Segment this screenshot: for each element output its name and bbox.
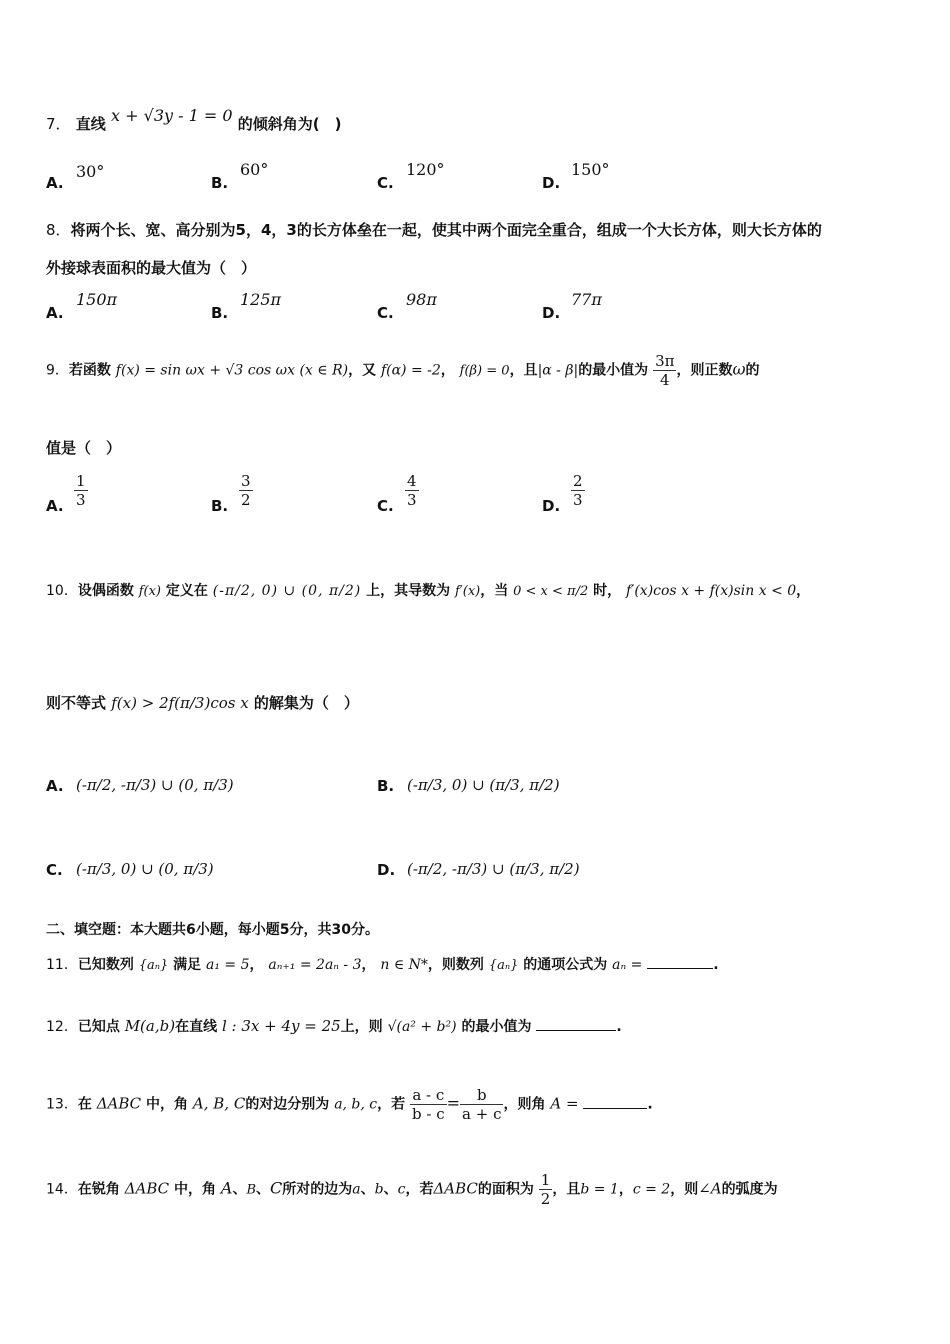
triangle: ΔABC	[96, 1094, 142, 1113]
option-value: $\frac{4}{3}$	[407, 472, 417, 509]
question-13: 13．在 ΔABC 中，角 A, B, C的对边分别为 a, b, c，若 $\frac{a - c}{b - c}$ = $\frac{b}{a + c}$ ，则角 A = .	[46, 1086, 653, 1123]
angle-c: C	[270, 1178, 283, 1198]
f-alpha: f(α) = -2	[380, 362, 441, 379]
question-text: 上，其导数为	[366, 583, 451, 599]
equation-right-fraction: $\frac{b}{a + c}$	[462, 1086, 502, 1123]
question-text: ，若	[377, 1096, 406, 1113]
question-text: 的倾斜角为( )	[237, 115, 342, 133]
option-label[interactable]: D.	[542, 174, 561, 192]
option-value: (-π/2, -π/3) ∪ (π/3, π/2)	[407, 860, 580, 878]
option-label[interactable]: C.	[377, 497, 394, 515]
answer-blank[interactable]	[536, 1016, 616, 1031]
question-number: 8．	[46, 221, 71, 239]
question-text: 的最小值为	[461, 1019, 532, 1035]
question-text: 所对的边为	[282, 1181, 353, 1198]
question-14: 14．在锐角 ΔABC 中，角 A、B、C所对的边为a、b、c，若ΔABC的面积为 $\frac{1}{2}$ ，且b = 1，c = 2，则∠A的弧度为	[46, 1171, 778, 1208]
sequence: {aₙ}	[488, 958, 519, 973]
option-label[interactable]: D.	[377, 861, 396, 879]
option-label[interactable]: D.	[542, 304, 561, 322]
question-text: 满足	[173, 957, 202, 973]
question-text: ，又	[348, 362, 377, 379]
option-value: (-π/3, 0) ∪ (π/3, π/2)	[407, 776, 560, 794]
section-title: 二、填空题：本大题共6小题，每小题5分，共30分。	[46, 922, 379, 938]
option-label[interactable]: C.	[46, 861, 63, 879]
option-label[interactable]: B.	[377, 777, 395, 795]
recurrence: aₙ₊₁ = 2aₙ - 3	[268, 957, 362, 973]
question-number: 12．	[46, 1019, 78, 1035]
option-value: (-π/2, -π/3) ∪ (0, π/3)	[76, 776, 234, 794]
question-10-line2	[46, 692, 910, 714]
question-number: 11．	[46, 957, 78, 973]
domain-interval: (-π/2, 0) ∪ (0, π/2)	[212, 583, 362, 599]
question-text: 已知点	[77, 1019, 120, 1035]
question-text: ，且	[552, 1181, 581, 1198]
question-text: .	[616, 1019, 622, 1035]
condition-interval: 0 < x < π/2	[513, 584, 589, 599]
question-text: ，则数列	[427, 957, 484, 973]
sides: a, b, c	[334, 1096, 378, 1113]
function-expression: f(x) = sin ωx + √3 cos ωx (x ∈ R)	[115, 362, 349, 379]
question-10	[46, 580, 910, 603]
question-7	[46, 106, 910, 135]
option-label[interactable]: D.	[542, 497, 561, 515]
omega-symbol: ω	[732, 359, 746, 379]
question-text: 中，角	[174, 1181, 217, 1198]
point-m: M(a,b)	[124, 1017, 176, 1035]
general-term: aₙ =	[612, 957, 643, 973]
question-11: 11．已知数列 {aₙ} 满足 a₁ = 5， aₙ₊₁ = 2aₙ - 3， n ∈ N*，则数列 {aₙ} 的通项公式为 aₙ = .	[46, 954, 910, 977]
question-text: 若函数	[68, 362, 111, 379]
side-c: c	[397, 1181, 406, 1198]
question-text: 在直线	[175, 1019, 218, 1035]
question-text: 已知数列	[77, 957, 134, 973]
equation-left-fraction: $\frac{a - c}{b - c}$	[412, 1086, 445, 1123]
answer-blank[interactable]	[647, 954, 713, 969]
question-text: 值是（ ）	[46, 439, 122, 457]
question-9-line2	[46, 437, 910, 459]
angles: A, B, C	[192, 1094, 246, 1113]
question-text: 设偶函数	[77, 583, 134, 599]
question-text: ，	[796, 583, 811, 599]
question-text: 在	[77, 1096, 92, 1113]
inequality: f′(x)cos x + f(x)sin x < 0	[625, 583, 797, 599]
option-label[interactable]: B.	[211, 304, 229, 322]
question-12	[46, 1015, 910, 1038]
question-8-line2	[46, 257, 910, 279]
n-domain: n ∈ N*	[380, 957, 428, 973]
question-number: 13．	[46, 1096, 78, 1113]
line-equation: x + √3y - 1 = 0	[111, 106, 233, 125]
f-beta: f(β) = 0	[459, 363, 510, 379]
answer-blank[interactable]	[583, 1094, 647, 1109]
question-number: 9．	[46, 362, 69, 379]
question-text: .	[713, 957, 719, 973]
option-label[interactable]: C.	[377, 304, 394, 322]
triangle: ΔABC	[433, 1179, 478, 1198]
question-text: 的	[745, 362, 760, 379]
option-value: 60°	[240, 160, 269, 179]
question-text: 的面积为	[477, 1181, 534, 1198]
question-text: 的解集为（ ）	[253, 694, 359, 712]
c-value: c = 2	[632, 1181, 671, 1198]
question-number: 10．	[46, 583, 78, 599]
option-value: $\frac{2}{3}$	[573, 472, 583, 509]
option-value: 150°	[571, 160, 610, 179]
sqrt-expression: √(a² + b²)	[387, 1019, 457, 1035]
option-value: $\frac{3}{2}$	[241, 472, 251, 509]
angle-symbol: ∠A	[698, 1179, 722, 1198]
question-8	[46, 219, 910, 241]
question-text: 直线	[75, 115, 106, 133]
question-text: 中，角	[146, 1096, 189, 1113]
option-value: (-π/3, 0) ∪ (0, π/3)	[76, 860, 214, 878]
angle-a: A =	[550, 1094, 579, 1113]
option-label[interactable]: A.	[46, 304, 64, 322]
question-text: 上，则	[340, 1019, 383, 1035]
question-text: ，则	[670, 1181, 699, 1198]
triangle: ΔABC	[124, 1179, 170, 1198]
option-value: 125π	[240, 290, 282, 309]
question-text: 时，	[593, 583, 622, 599]
inequality-2: f(x) > 2f(π/3)cos x	[111, 694, 249, 712]
sequence: {aₙ}	[138, 958, 169, 973]
option-label[interactable]: B.	[211, 174, 229, 192]
option-label[interactable]: A.	[46, 174, 64, 192]
question-text: ，则角	[503, 1096, 546, 1113]
line-l: l : 3x + 4y = 25	[221, 1017, 341, 1035]
option-label[interactable]: A.	[46, 777, 64, 795]
question-number: 7．	[46, 115, 71, 133]
option-value: 120°	[406, 160, 445, 179]
option-label[interactable]: A.	[46, 497, 64, 515]
option-value: 30°	[76, 162, 105, 181]
question-text: 在锐角	[77, 1181, 120, 1198]
question-9: 9．若函数 f(x) = sin ωx + √3 cos ωx (x ∈ R)，又 f(α) = -2， f(β) = 0，且|α - β|的最小值为 $\frac{3\pi}{4}$ ，则正数ω的	[46, 352, 760, 389]
question-text: 的最小值为	[578, 362, 649, 379]
initial-term: a₁ = 5	[206, 957, 250, 973]
abs-difference: |α - β|	[537, 362, 579, 379]
angle-b: B	[246, 1182, 257, 1198]
question-text: 定义在	[165, 583, 208, 599]
angle-a: A	[220, 1178, 233, 1198]
question-text: 将两个长、宽、高分别为5，4，3的长方体垒在一起，使其中两个面完全重合，组成一个大长方体，则大长方体的	[70, 221, 822, 239]
min-value-fraction: $\frac{3\pi}{4}$	[655, 352, 675, 389]
question-text: ，且	[509, 362, 538, 379]
question-text: 的弧度为	[721, 1181, 778, 1198]
option-label[interactable]: C.	[377, 174, 394, 192]
side-a: a	[352, 1181, 361, 1198]
question-text: ，当	[480, 583, 509, 599]
area-fraction: $\frac{1}{2}$	[540, 1171, 551, 1208]
option-value: $\frac{1}{3}$	[76, 472, 86, 509]
function-fx: f(x)	[138, 584, 161, 599]
section-2-title	[46, 919, 910, 941]
question-number: 14．	[46, 1181, 78, 1198]
question-text: 外接球表面积的最大值为（ ）	[46, 259, 257, 277]
question-text: 的对边分别为	[245, 1096, 330, 1113]
question-text: ，若	[405, 1181, 434, 1198]
option-value: 77π	[571, 290, 602, 309]
side-b: b	[374, 1181, 384, 1198]
option-label[interactable]: B.	[211, 497, 229, 515]
option-value: 150π	[76, 290, 118, 309]
question-text: 则不等式	[46, 694, 107, 712]
option-value: 98π	[406, 290, 437, 309]
derivative-fx: f′(x)	[454, 584, 481, 599]
question-text: ，则正数	[676, 362, 733, 379]
question-text: 的通项公式为	[523, 957, 608, 973]
question-text: .	[647, 1096, 653, 1113]
b-value: b = 1	[580, 1181, 619, 1198]
